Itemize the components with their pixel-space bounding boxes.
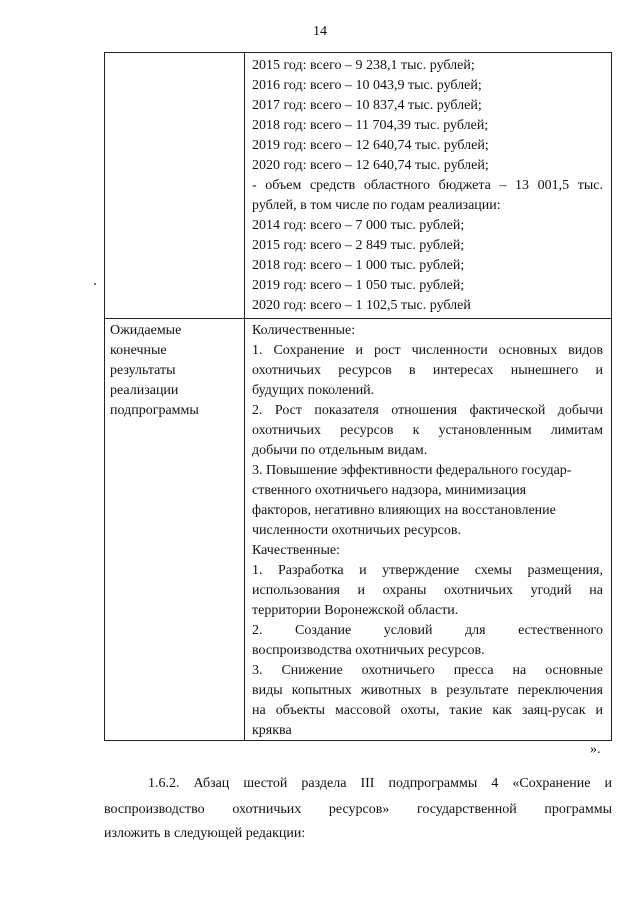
- results-line: на объекты массовой охоты, такие как заяц-русак и: [252, 703, 603, 718]
- funding-by-year-cell: [252, 56, 603, 316]
- results-line: виды копытных животных в результате переключения: [252, 683, 603, 698]
- results-line: ственного охотничьего надзора, минимизация: [252, 483, 527, 498]
- closing-quote: ».: [590, 742, 601, 757]
- results-line: кряква: [252, 723, 292, 738]
- results-line: охотничьих ресурсов в интересах нынешнего и: [252, 363, 603, 378]
- results-line: Количественные:: [252, 323, 356, 338]
- amendment-paragraph-line: воспроизводство охотничьих ресурсов» государственной программы: [104, 802, 612, 817]
- funding-line: - объем средств областного бюджета – 13 001,5 тыс.: [252, 178, 603, 193]
- row-label-line: конечные: [110, 343, 167, 358]
- funding-line: 2019 год: всего – 12 640,74 тыс. рублей;: [252, 138, 489, 153]
- results-line: численности охотничьих ресурсов.: [252, 523, 461, 538]
- results-line: 1. Сохранение и рост численности основных видов: [252, 343, 603, 358]
- results-line: будущих поколений.: [252, 383, 375, 398]
- expected-results-content-cell: [252, 321, 603, 741]
- expected-results-label-cell: [110, 321, 240, 421]
- results-line: 2. Создание условий для естественного: [252, 623, 603, 638]
- funding-line: 2017 год: всего – 10 837,4 тыс. рублей;: [252, 98, 482, 113]
- funding-line: 2014 год: всего – 7 000 тыс. рублей;: [252, 218, 465, 233]
- scan-artifact-dot: [94, 283, 96, 285]
- results-line: добычи по отдельным видам.: [252, 443, 428, 458]
- funding-line: 2015 год: всего – 2 849 тыс. рублей;: [252, 238, 465, 253]
- funding-line: 2020 год: всего – 1 102,5 тыс. рублей: [252, 298, 471, 313]
- amendment-paragraph-line: изложить в следующей редакции:: [104, 826, 306, 841]
- table-row-divider: [105, 318, 611, 319]
- row-label-line: Ожидаемые: [110, 323, 182, 338]
- results-line: 3. Повышение эффективности федерального государ-: [252, 463, 572, 478]
- funding-line: 2020 год: всего – 12 640,74 тыс. рублей;: [252, 158, 489, 173]
- row-label-line: реализации: [110, 383, 179, 398]
- funding-line: 2018 год: всего – 11 704,39 тыс. рублей;: [252, 118, 489, 133]
- results-line: 2. Рост показателя отношения фактической добычи: [252, 403, 603, 418]
- funding-line: рублей, в том числе по годам реализации:: [252, 198, 501, 213]
- page-number: 14: [313, 24, 327, 39]
- table-column-divider: [244, 53, 245, 740]
- results-line: использования и охраны охотничьих угодий на: [252, 583, 603, 598]
- results-line: охотничьих ресурсов к установленным лимитам: [252, 423, 603, 438]
- results-line: территории Воронежской области.: [252, 603, 459, 618]
- funding-line: 2018 год: всего – 1 000 тыс. рублей;: [252, 258, 465, 273]
- results-line: факторов, негативно влияющих на восстановление: [252, 503, 556, 518]
- row-label-line: подпрограммы: [110, 403, 199, 418]
- row-label-line: результаты: [110, 363, 176, 378]
- funding-line: 2015 год: всего – 9 238,1 тыс. рублей;: [252, 58, 475, 73]
- funding-line: 2016 год: всего – 10 043,9 тыс. рублей;: [252, 78, 482, 93]
- subprogram-passport-table: [104, 52, 612, 741]
- results-line: 3. Снижение охотничьего пресса на основные: [252, 663, 603, 678]
- amendment-paragraph-line: 1.6.2. Абзац шестой раздела III подпрограммы 4 «Сохранение и: [148, 776, 612, 791]
- results-line: Качественные:: [252, 543, 340, 558]
- results-line: 1. Разработка и утверждение схемы размещения,: [252, 563, 603, 578]
- funding-line: 2019 год: всего – 1 050 тыс. рублей;: [252, 278, 465, 293]
- results-line: воспроизводства охотничьих ресурсов.: [252, 643, 485, 658]
